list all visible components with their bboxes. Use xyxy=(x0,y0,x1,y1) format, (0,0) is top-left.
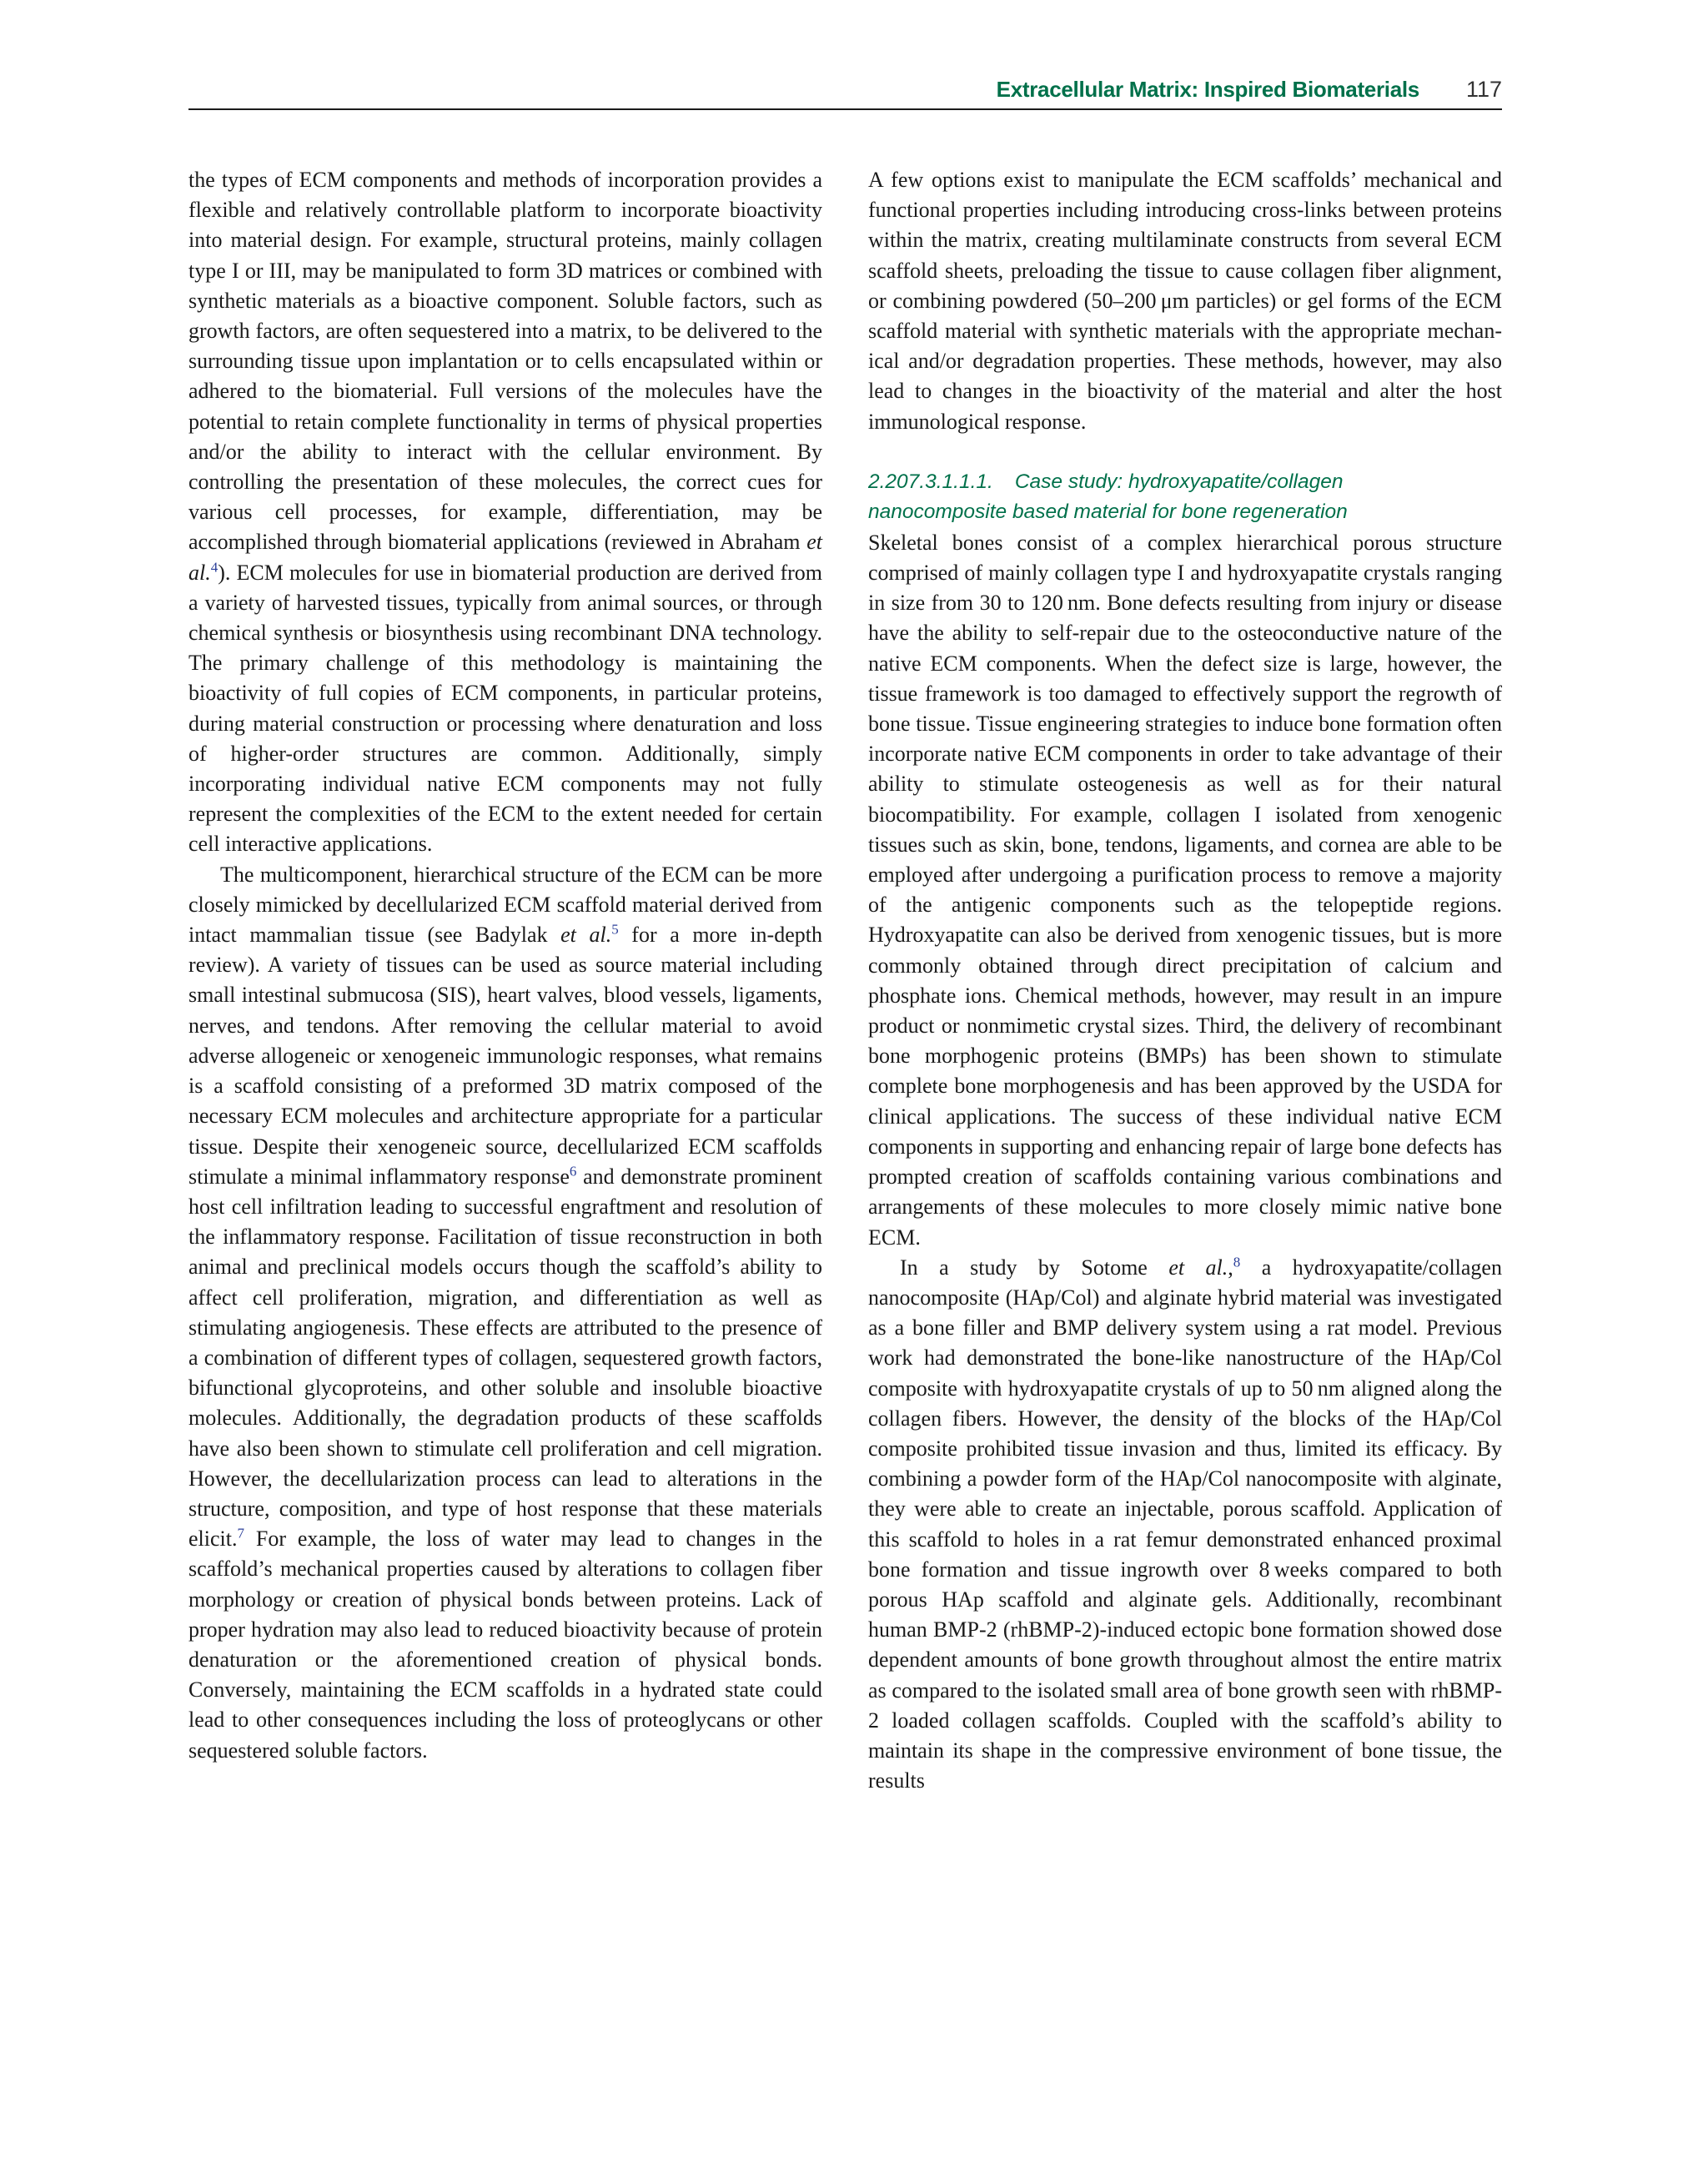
running-head-title: Extracellular Matrix: Inspired Biomaterials xyxy=(996,77,1419,102)
citation-link[interactable]: 6 xyxy=(569,1163,577,1180)
paragraph: A few options exist to manipulate the ECM scaffolds’ mechanical and functional properties including introducing cross-links between proteins within the matrix, creating multilaminate constructs from several ECM scaffold sheets, preloading the tissue to cause collagen fiber alignment, or combining powdered (50–200 μm particles) or gel forms of the ECM scaffold material with synthetic materials with the appropriate mechanical and/or degradation properties. These methods, however, may also lead to changes in the bioactivity of the material and alter the host immunological response. xyxy=(868,168,1502,434)
citation-link[interactable]: 8 xyxy=(1233,1254,1241,1270)
section-title-line1: Case study: hydroxyapatite/collagen xyxy=(1014,470,1344,493)
right-column xyxy=(868,165,1502,1796)
citation-link[interactable]: 5 xyxy=(611,921,619,938)
section-title-line2: nanocomposite based material for bone regeneration xyxy=(868,500,1348,524)
page-number: 117 xyxy=(1465,77,1502,102)
running-head xyxy=(188,75,1502,110)
page xyxy=(188,75,1502,2119)
paragraph: the types of ECM components and methods of incorporation provides a flexible and relatively controllable platform to incorporate bioactivity into material design. For example, structural proteins, mainly collagen type I or III, may be manipulated to form 3D matrices or combined with synthetic materials as a bioactive component. Soluble factors, such as growth factors, are often sequestered into a matrix, to be delivered to the surrounding tissue upon implantation or to cells encapsulated within or adhered to the biomaterial. Full versions of the molecules have the potential to retain complete functionality in terms of physical properties and/or the ability to interact with the cellular environment. By controlling the presentation of these molecules, the correct cues for various cell processes, for example, differentiation, may be accomplished through biomaterial applications (reviewed in Abraham et al.$^4$). ECM molecules for use in biomaterial production are derived from a variety of harvested tissues, typically from animal sources, or through chemical synthesis or biosynthesis using recombinant DNA technology. The primary challenge of this methodology is maintaining the bioactivity of full copies of ECM components, in particular proteins, during material construction or processing where denaturation and loss of higher-order structures are common. Additionally, simply incorporating individual native ECM components may not fully represent the complexities of the ECM to the extent needed for certain cell interactive applications. xyxy=(188,168,822,857)
citation-link[interactable]: 7 xyxy=(237,1525,244,1542)
left-column xyxy=(188,165,822,1766)
section-number: 2.207.3.1.1.1. xyxy=(868,470,993,493)
paragraph: In a study by Sotome et al.,$^8$ a hydroxyapatite/collagen nanocomposite (HAp/Col) and alginate hybrid material was investigated as a bone filler and BMP delivery system using a rat model. Previous work had demonstrated the bone-like nanostructure of the HAp/Col composite with hydroxyapatite crystals of up to 50 nm aligned along the collagen fibers. However, the density of the blocks of the HAp/Col composite prohibited tissue invasion and thus, limited its efficacy. By combining a powder form of the HAp/Col nanocomposite with alginate, they were able to create an injectable, porous scaffold. Application of this scaffold to holes in a rat femur demonstrated enhanced proximal bone formation and tissue ingrowth over 8 weeks compared to both porous HAp scaffold and alginate gels. Additionally, recombinant human BMP-2 (rhBMP-2)-induced ectopic bone formation showed dose dependent amounts of bone growth throughout almost the entire matrix as compared to the isolated small area of bone growth seen with rhBMP-2 loaded collagen scaffolds. Coupled with the scaffold’s ability to maintain its shape in the compressive environment of bone tissue, the results xyxy=(868,1254,1502,1793)
citation-link[interactable]: 4 xyxy=(210,558,219,575)
paragraph: The multicomponent, hierarchical structure of the ECM can be more closely mimicked by decellularized ECM scaffold material derived from intact mammalian tissue (see Badylak et al.$^5$ for a more in-depth review). A variety of tissues can be used as source material including small intestinal submucosa (SIS), heart valves, blood vessels, ligaments, nerves, and tendons. After removing the cellular material to avoid adverse allogeneic or xenogeneic immunologic responses, what remains is a scaffold consisting of a preformed 3D matrix composed of the necessary ECM molecules and architecture appropriate for a particular tissue. Despite their xenogeneic source, decellularized ECM scaffolds stimulate a minimal inflammatory response$^6$ and demonstrate prominent host cell infiltration leading to successful engraftment and resolution of the inflammatory response. Facilitation of tissue reconstruction in both animal and preclinical models occurs though the scaffold’s ability to affect cell proliferation, migration, and differentiation as well as stimulating angiogenesis. These effects are attributed to the presence of a combination of different types of collagen, sequestered growth factors, bifunctional glycoproteins, and other soluble and insoluble bioactive molecules. Additionally, the degradation products of these scaffolds have also been shown to stimulate cell proliferation and cell migration. However, the decellularization process can lead to alterations in the structure, composition, and type of host response that these materials elicit.$^7$ For example, the loss of water may lead to changes in the scaffold’s mechanical properties caused by alterations to collagen fiber morphology or creation of physical bonds between proteins. Lack of proper hydration may also lead to reduced bioactivity because of protein denaturation or the aforementioned creation of physical bonds. Conversely, maintaining the ECM scaffolds in a hydrated state could lead to other consequences including the loss of proteoglycans or other sequestered soluble factors. xyxy=(188,862,822,1763)
paragraph: Skeletal bones consist of a complex hierarchical porous structure comprised of mainly collagen type I and hydroxyapatite crystals ranging in size from 30 to 120 nm. Bone defects resulting from injury or disease have the ability to self-repair due to the osteoconductive nature of the native ECM components. When the defect size is large, however, the tissue framework is too damaged to effectively support the regrowth of bone tissue. Tissue engineering strategies to induce bone formation often incorporate native ECM components in order to take advantage of their ability to stimulate osteogenesis as well as for their natural biocompatibility. For example, collagen I isolated from xenogenic tissues such as skin, bone, tendons, ligaments, and cornea are able to be employed after undergoing a purification process to remove a majority of the antigenic components such as the telopeptide regions. Hydroxyapatite can also be derived from xenogenic tissues, but is more commonly obtained through direct precipitation of calcium and phosphate ions. Chemical methods, however, may result in an impure product or nonmimetic crystal sizes. Third, the delivery of recombinant bone morphogenic proteins (BMPs) has been shown to stimulate complete bone morphogenesis and has been approved by the USDA for clinical applications. The success of these individual native ECM components in supporting and enhancing repair of large bone defects has prompted creation of scaffolds containing various combinations and arrangements of these molecules to more closely mimic native bone ECM. xyxy=(868,530,1502,1250)
section-heading xyxy=(868,467,1502,528)
